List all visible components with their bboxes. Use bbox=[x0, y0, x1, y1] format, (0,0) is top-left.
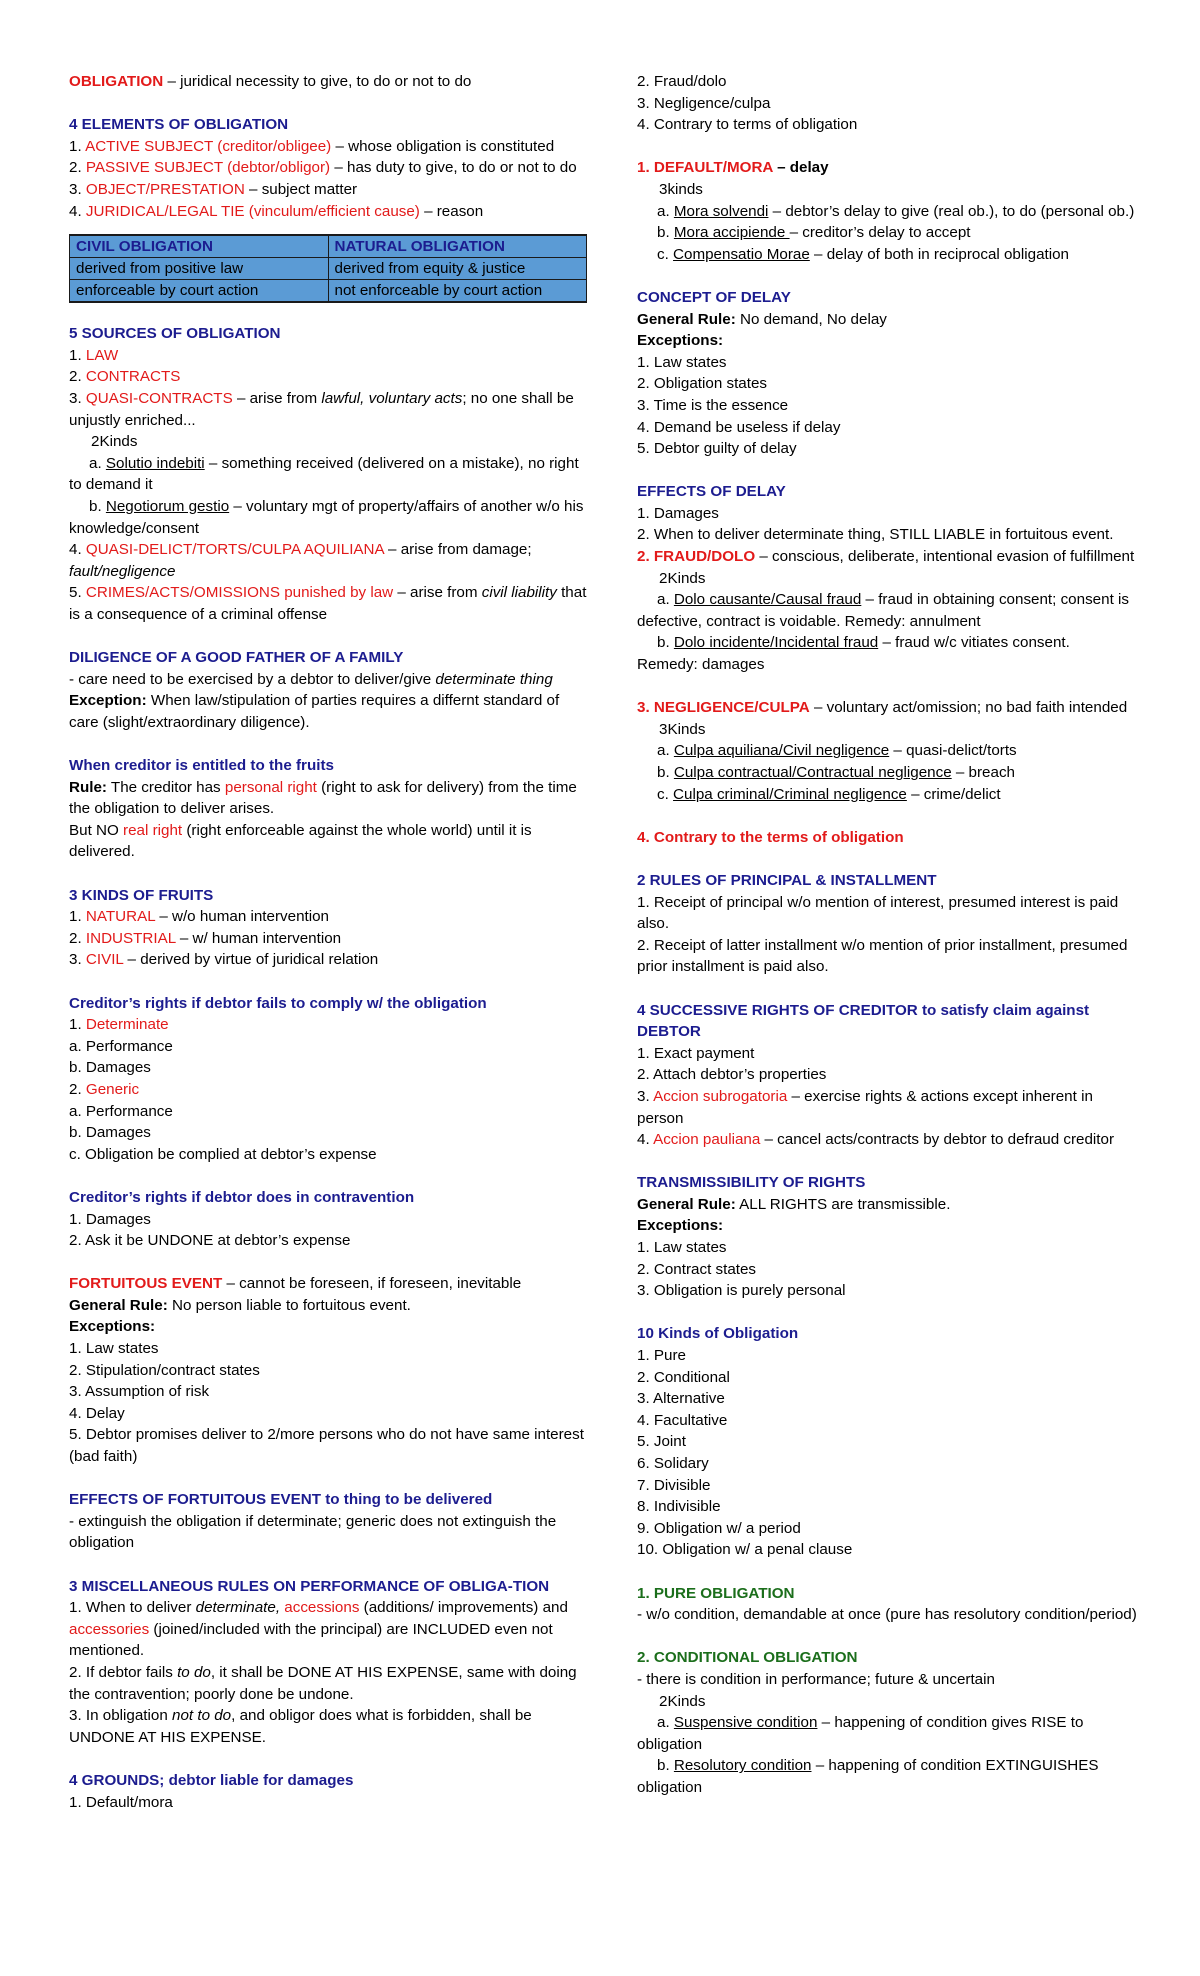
conditional-subitem: a. Suspensive condition – happening of condition gives RISE to obligation bbox=[637, 1714, 1084, 1753]
exceptions-label: Exceptions: bbox=[637, 1217, 724, 1235]
fraud-subitem: b. Dolo incidente/Incidental fraud – fraud w/c vitiates consent. bbox=[657, 634, 1070, 652]
element-item: 3. OBJECT/PRESTATION – subject matter bbox=[69, 180, 358, 198]
list-item: 1. Law states bbox=[637, 1239, 727, 1257]
rights-fail-heading: Creditor’s rights if debtor fails to comply w/ the obligation bbox=[69, 994, 487, 1012]
diligence-exception: Exception: When law/stipulation of parties requires a differnt standard of care (slight/extraordinary diligence). bbox=[69, 692, 560, 731]
diligence-text: - care need to be exercised by a debtor to deliver/give determinate thing bbox=[69, 670, 553, 688]
successive-heading: 4 SUCCESSIVE RIGHTS OF CREDITOR to satisfy claim against DEBTOR bbox=[637, 1001, 1090, 1041]
list-item: c. Obligation be complied at debtor’s expense bbox=[69, 1145, 377, 1163]
table-header-natural: NATURAL OBLIGATION bbox=[328, 235, 587, 258]
left-column bbox=[69, 71, 587, 1813]
list-item: 2. Obligation states bbox=[637, 375, 768, 393]
fraud-heading: 2. FRAUD/DOLO – conscious, deliberate, intentional evasion of fulfillment bbox=[637, 548, 1135, 566]
list-item: 8. Indivisible bbox=[637, 1498, 721, 1516]
effects-fortuitous-heading: EFFECTS OF FORTUITOUS EVENT to thing to be delivered bbox=[69, 1491, 493, 1509]
list-item: 1. Pure bbox=[637, 1347, 686, 1365]
list-item: 2. Receipt of latter installment w/o mention of prior installment, presumed prior installment is paid also. bbox=[637, 936, 1128, 976]
diligence-heading: DILIGENCE OF A GOOD FATHER OF A FAMILY bbox=[69, 649, 404, 667]
kinds-obligation-heading: 10 Kinds of Obligation bbox=[637, 1325, 799, 1343]
table-cell: not enforceable by court action bbox=[328, 280, 587, 303]
list-item: b. Damages bbox=[69, 1124, 151, 1142]
table-cell: derived from positive law bbox=[70, 258, 329, 280]
list-item: 2. Contract states bbox=[637, 1260, 757, 1278]
list-item: 4. Demand be useless if delay bbox=[637, 418, 841, 436]
fruits-rule: Rule: The creditor has personal right (right to ask for delivery) from the time the obligation to deliver arises. bbox=[69, 778, 577, 818]
conditional-obligation-heading: 2. CONDITIONAL OBLIGATION bbox=[637, 1649, 858, 1667]
list-item: 5. Debtor promises deliver to 2/more persons who do not have same interest (bad faith) bbox=[69, 1426, 584, 1466]
list-item: 9. Obligation w/ a period bbox=[637, 1519, 801, 1537]
kinds-label: 2Kinds bbox=[91, 433, 138, 451]
negligence-subitem: c. Culpa criminal/Criminal negligence – crime/delict bbox=[657, 785, 1001, 803]
negligence-subitem: b. Culpa contractual/Contractual negligence – breach bbox=[657, 764, 1015, 781]
concept-delay-rule: General Rule: No demand, No delay bbox=[637, 310, 887, 328]
table-header-civil: CIVIL OBLIGATION bbox=[70, 235, 329, 258]
list-item: a. Performance bbox=[69, 1037, 173, 1055]
kinds-label: 2Kinds bbox=[659, 1692, 706, 1710]
default-subitem: b. Mora accipiende – creditor’s delay to accept bbox=[657, 224, 971, 242]
list-item: 4. Accion pauliana – cancel acts/contracts by debtor to defraud creditor bbox=[637, 1131, 1115, 1149]
kinds-label: 2Kinds bbox=[659, 569, 706, 587]
table-cell: enforceable by court action bbox=[70, 280, 329, 303]
list-item: 2. Generic bbox=[69, 1080, 140, 1098]
misc-rule: 3. In obligation not to do, and obligor does what is forbidden, shall be UNDONE AT HIS EXPENSE. bbox=[69, 1707, 532, 1746]
element-item: 2. PASSIVE SUBJECT (debtor/obligor) – has duty to give, to do or not to do bbox=[69, 159, 577, 177]
conditional-subitem: b. Resolutory condition – happening of condition EXTINGUISHES obligation bbox=[637, 1757, 1099, 1796]
list-item: 1. Law states bbox=[69, 1340, 159, 1358]
table-cell: derived from equity & justice bbox=[328, 258, 587, 280]
misc-rule: 1. When to deliver determinate, accessions (additions/ improvements) and accessories (joined/included with the principal) are INCLUDED even not mentioned. bbox=[69, 1599, 568, 1660]
source-item: 3. QUASI-CONTRACTS – arise from lawful, voluntary acts; no one shall be unjustly enriched... bbox=[69, 389, 574, 429]
transmissibility-rule: General Rule: ALL RIGHTS are transmissible. bbox=[637, 1195, 951, 1213]
list-item: 4. Delay bbox=[69, 1404, 125, 1422]
negligence-heading: 3. NEGLIGENCE/CULPA – voluntary act/omission; no bad faith intended bbox=[637, 699, 1128, 717]
transmissibility-heading: TRANSMISSIBILITY OF RIGHTS bbox=[637, 1174, 866, 1192]
list-item: 1. Exact payment bbox=[637, 1044, 755, 1062]
element-item: 1. ACTIVE SUBJECT (creditor/obligee) – whose obligation is constituted bbox=[69, 137, 555, 155]
list-item: 2. Stipulation/contract states bbox=[69, 1361, 260, 1379]
fruit-item: 3. CIVIL – derived by virtue of juridical relation bbox=[69, 951, 379, 969]
exceptions-label: Exceptions: bbox=[637, 332, 724, 350]
list-item: 2. Fraud/dolo bbox=[637, 73, 727, 90]
civil-natural-table bbox=[69, 234, 587, 303]
misc-rule: 2. If debtor fails to do, it shall be DONE AT HIS EXPENSE, same with doing the contravention; poorly done be undone. bbox=[69, 1663, 577, 1703]
list-item: b. Damages bbox=[69, 1059, 151, 1077]
fruits-entitled-heading: When creditor is entitled to the fruits bbox=[69, 757, 334, 775]
default-heading: 1. DEFAULT/MORA – delay bbox=[637, 159, 829, 177]
list-item: 1. Receipt of principal w/o mention of interest, presumed interest is paid also. bbox=[637, 893, 1119, 933]
default-subitem: a. Mora solvendi – debtor’s delay to give (real ob.), to do (personal ob.) bbox=[657, 202, 1135, 220]
principal-heading: 2 RULES OF PRINCIPAL & INSTALLMENT bbox=[637, 871, 937, 889]
default-subitem: c. Compensatio Morae – delay of both in reciprocal obligation bbox=[657, 245, 1070, 263]
right-column bbox=[637, 71, 1137, 1799]
list-item: 2. Attach debtor’s properties bbox=[637, 1066, 827, 1084]
source-subitem: a. Solutio indebiti – something received (delivered on a mistake), no right to demand it bbox=[69, 454, 579, 494]
source-item: 4. QUASI-DELICT/TORTS/CULPA AQUILIANA – arise from damage; fault/negligence bbox=[69, 541, 532, 580]
list-item: 1. Damages bbox=[69, 1210, 151, 1228]
list-item: 2. Conditional bbox=[637, 1368, 730, 1386]
list-item: 3. Alternative bbox=[637, 1390, 725, 1408]
list-item: 2. When to deliver determinate thing, STILL LIABLE in fortuitous event. bbox=[637, 526, 1114, 544]
list-item: 1. Default/mora bbox=[69, 1793, 173, 1811]
source-item: 2. CONTRACTS bbox=[69, 368, 181, 386]
list-item: a. Performance bbox=[69, 1102, 173, 1120]
list-item: 10. Obligation w/ a penal clause bbox=[637, 1541, 853, 1559]
kinds-fruits-heading: 3 KINDS OF FRUITS bbox=[69, 886, 214, 904]
fruit-item: 1. NATURAL – w/o human intervention bbox=[69, 908, 330, 926]
list-item: 6. Solidary bbox=[637, 1455, 709, 1472]
list-item: 2. Ask it be UNDONE at debtor’s expense bbox=[69, 1232, 351, 1250]
sources-heading: 5 SOURCES OF OBLIGATION bbox=[69, 325, 281, 343]
pure-obligation-heading: 1. PURE OBLIGATION bbox=[637, 1584, 795, 1602]
list-item: 4. Contrary to terms of obligation bbox=[637, 116, 858, 134]
fraud-subitem: a. Dolo causante/Causal fraud – fraud in obtaining consent; consent is defective, contract is voidable. Remedy: annulment bbox=[637, 591, 1129, 630]
list-item: 4. Facultative bbox=[637, 1411, 728, 1429]
exceptions-label: Exceptions: bbox=[69, 1318, 156, 1336]
list-item: 1. Law states bbox=[637, 353, 727, 371]
element-item: 4. JURIDICAL/LEGAL TIE (vinculum/efficient cause) – reason bbox=[69, 202, 484, 220]
effects-fortuitous-text: - extinguish the obligation if determinate; generic does not extinguish the obligation bbox=[69, 1512, 557, 1552]
list-item: 3. Accion subrogatoria – exercise rights & actions except inherent in person bbox=[637, 1087, 1093, 1127]
pure-obligation-text: - w/o condition, demandable at once (pure has resolutory condition/period) bbox=[637, 1606, 1137, 1624]
kinds-label: 3Kinds bbox=[659, 720, 706, 738]
misc-rules-heading: 3 MISCELLANEOUS RULES ON PERFORMANCE OF OBLIGA-TION bbox=[69, 1577, 550, 1595]
source-item: 1. LAW bbox=[69, 346, 119, 364]
source-item: 5. CRIMES/ACTS/OMISSIONS punished by law – arise from civil liability that is a consequence of a criminal offense bbox=[69, 584, 587, 623]
list-item: 1. Determinate bbox=[69, 1016, 169, 1034]
source-subitem: b. Negotiorum gestio – voluntary mgt of property/affairs of another w/o his knowledge/consent bbox=[69, 497, 584, 537]
fraud-remedy: Remedy: damages bbox=[637, 656, 765, 674]
concept-delay-heading: CONCEPT OF DELAY bbox=[637, 288, 791, 306]
kinds-label: 3kinds bbox=[659, 180, 703, 198]
list-item: 3. Obligation is purely personal bbox=[637, 1282, 846, 1300]
obligation-definition: OBLIGATION – juridical necessity to give, to do or not to do bbox=[69, 73, 472, 90]
fruits-but: But NO real right (right enforceable against the whole world) until it is delivered. bbox=[69, 821, 532, 861]
fruit-item: 2. INDUSTRIAL – w/ human intervention bbox=[69, 929, 342, 947]
negligence-subitem: a. Culpa aquiliana/Civil negligence – quasi-delict/torts bbox=[657, 742, 1017, 760]
contrary-heading: 4. Contrary to the terms of obligation bbox=[637, 828, 904, 846]
effects-delay-heading: EFFECTS OF DELAY bbox=[637, 483, 786, 501]
conditional-obligation-text: - there is condition in performance; future & uncertain bbox=[637, 1670, 995, 1688]
rights-contravention-heading: Creditor’s rights if debtor does in contravention bbox=[69, 1188, 415, 1206]
list-item: 3. Assumption of risk bbox=[69, 1383, 210, 1401]
list-item: 3. Time is the essence bbox=[637, 396, 789, 414]
list-item: 5. Debtor guilty of delay bbox=[637, 440, 797, 458]
fortuitous-general-rule: General Rule: No person liable to fortuitous event. bbox=[69, 1296, 411, 1314]
list-item: 3. Negligence/culpa bbox=[637, 94, 771, 112]
elements-heading: 4 ELEMENTS OF OBLIGATION bbox=[69, 116, 289, 134]
list-item: 1. Damages bbox=[637, 504, 719, 522]
list-item: 5. Joint bbox=[637, 1433, 686, 1451]
grounds-heading: 4 GROUNDS; debtor liable for damages bbox=[69, 1771, 354, 1789]
list-item: 7. Divisible bbox=[637, 1476, 711, 1494]
fortuitous-definition: FORTUITOUS EVENT – cannot be foreseen, if foreseen, inevitable bbox=[69, 1275, 522, 1293]
